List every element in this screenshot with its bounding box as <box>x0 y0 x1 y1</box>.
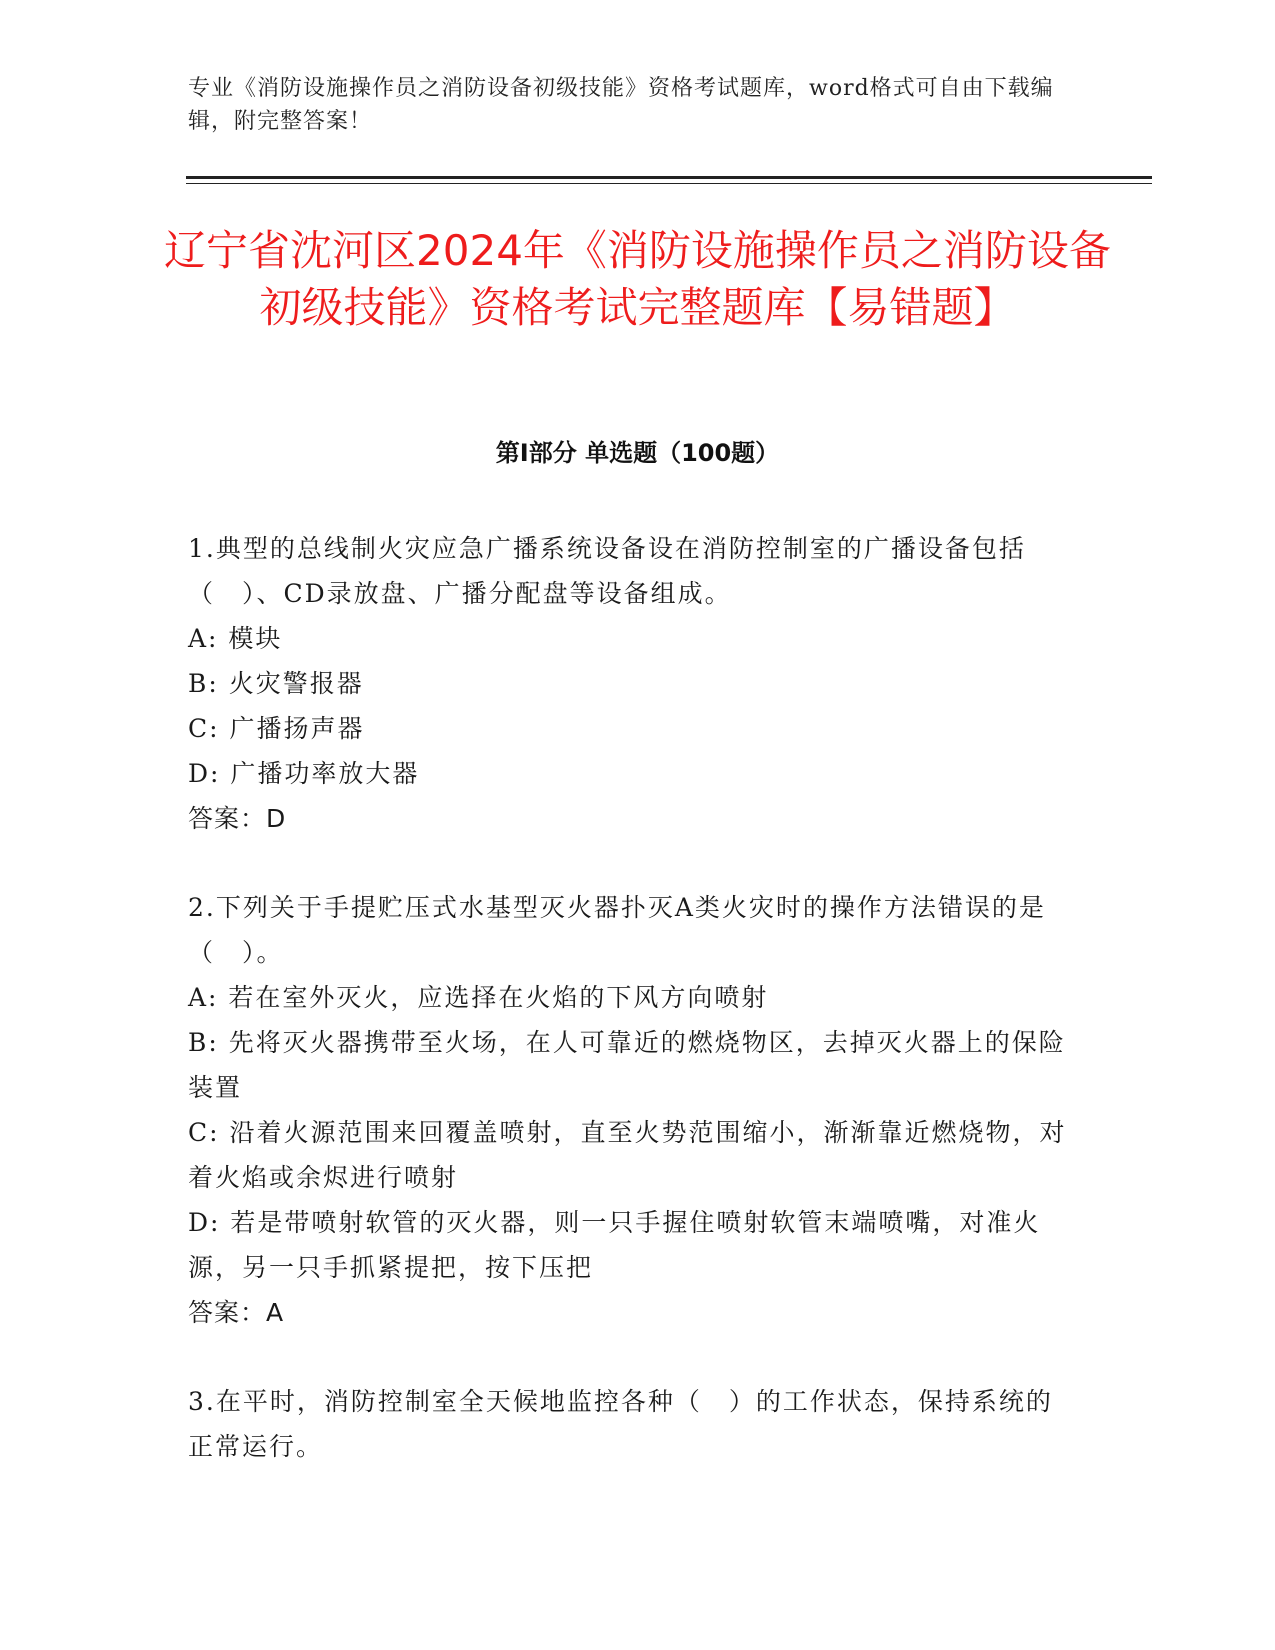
document-title: 辽宁省沈河区2024年《消防设施操作员之消防设备初级技能》资格考试完整题库【易错题】 <box>164 226 1111 332</box>
question-stem: 2.下列关于手提贮压式水基型灭火器扑灭A类火灾时的操作方法错误的是（ ）。 <box>188 893 1046 967</box>
question-1 <box>188 526 1068 841</box>
question-2 <box>188 885 1068 1335</box>
option-c: C: 广播扬声器 <box>188 714 365 743</box>
question-3 <box>188 1379 1068 1469</box>
option-d: D: 广播功率放大器 <box>188 759 420 788</box>
question-list <box>188 526 1068 1513</box>
question-stem: 1.典型的总线制火灾应急广播系统设备设在消防控制室的广播设备包括（ ）、CD录放盘、广播分配盘等设备组成。 <box>188 534 1026 608</box>
option-b: B: 火灾警报器 <box>188 669 364 698</box>
option-b: B: 先将灭火器携带至火场，在人可靠近的燃烧物区，去掉灭火器上的保险装置 <box>188 1028 1066 1102</box>
option-d: D: 若是带喷射软管的灭火器，则一只手握住喷射软管末端喷嘴，对准火源，另一只手抓紧提把，按下压把 <box>188 1208 1041 1282</box>
answer-text: 答案：A <box>188 1298 285 1327</box>
answer-text: 答案：D <box>188 804 287 833</box>
section-title: 第Ⅰ部分 单选题（100题） <box>495 439 780 467</box>
question-stem: 3.在平时，消防控制室全天候地监控各种（ ）的工作状态，保持系统的正常运行。 <box>188 1387 1053 1461</box>
header-note: 专业《消防设施操作员之消防设备初级技能》资格考试题库，word格式可自由下载编辑，附完整答案！ <box>188 76 1054 134</box>
header-rule-thin <box>186 183 1152 184</box>
option-a: A: 模块 <box>188 624 283 653</box>
header-rule-thick <box>186 176 1152 179</box>
option-a: A: 若在室外灭火，应选择在火焰的下风方向喷射 <box>188 983 769 1012</box>
option-c: C: 沿着火源范围来回覆盖喷射，直至火势范围缩小，渐渐靠近燃烧物，对着火焰或余烬进行喷射 <box>188 1118 1067 1192</box>
